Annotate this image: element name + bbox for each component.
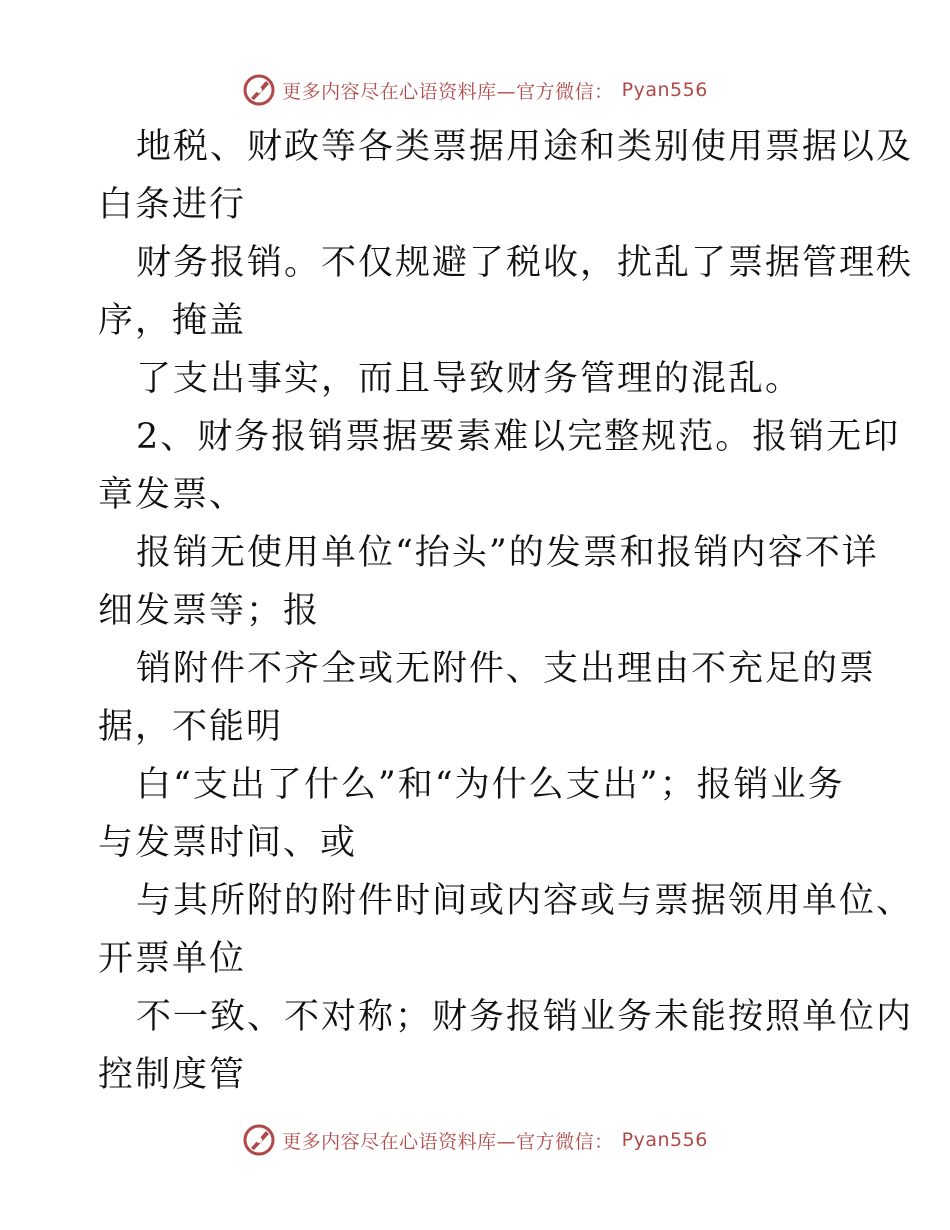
paragraph	[98, 234, 914, 350]
paragraph-line: 地税、财政等各类票据用途和类别使用票据以及	[136, 127, 914, 167]
paragraph-line: 2、财务报销票据要素难以完整规范。报销无印	[136, 417, 901, 457]
paragraph	[98, 756, 858, 872]
seal-pen-icon	[242, 1123, 276, 1157]
paragraph-line: 章发票、	[98, 475, 247, 515]
paragraph-line: 了支出事实，而且导致财务管理的混乱。	[136, 359, 803, 399]
paragraph-line: 与其所附的附件时间或内容或与票据领用单位、	[136, 881, 914, 921]
paragraph	[98, 118, 914, 234]
paragraph	[98, 524, 879, 640]
watermark-handle: Pyan556	[621, 79, 708, 101]
paragraph	[98, 408, 901, 524]
paragraph-line: 报销无使用单位“抬头”的发票和报销内容不详	[136, 533, 879, 573]
paragraph-line: 销附件不齐全或无附件、支出理由不充足的票	[136, 649, 877, 689]
paragraph	[98, 350, 858, 408]
paragraph-line: 细发票等；报	[98, 591, 321, 631]
paragraph-line: 财务报销。不仅规避了税收，扰乱了票据管理秩	[136, 243, 914, 283]
seal-pen-icon	[242, 73, 276, 107]
watermark-text: 更多内容尽在心语资料库—官方微信：	[282, 1130, 614, 1153]
paragraph-line: 白“支出了什么”和“为什么支出”；报销业务	[136, 765, 845, 805]
document-body	[98, 118, 914, 1104]
paragraph-line: 据，不能明	[98, 707, 284, 747]
paragraph-line: 白条进行	[98, 185, 247, 225]
watermark-text: 更多内容尽在心语资料库—官方微信：	[282, 80, 614, 103]
paragraph-line: 开票单位	[98, 939, 247, 979]
header-watermark	[0, 72, 950, 108]
paragraph	[98, 872, 914, 988]
paragraph-line: 控制度管	[98, 1055, 247, 1095]
paragraph-line: 序，掩盖	[98, 301, 247, 341]
paragraph	[98, 988, 914, 1104]
footer-watermark	[0, 1122, 950, 1158]
paragraph-line: 不一致、不对称；财务报销业务未能按照单位内	[136, 997, 914, 1037]
paragraph-line: 与发票时间、或	[98, 823, 358, 863]
watermark-handle: Pyan556	[621, 1129, 708, 1151]
paragraph	[98, 640, 877, 756]
